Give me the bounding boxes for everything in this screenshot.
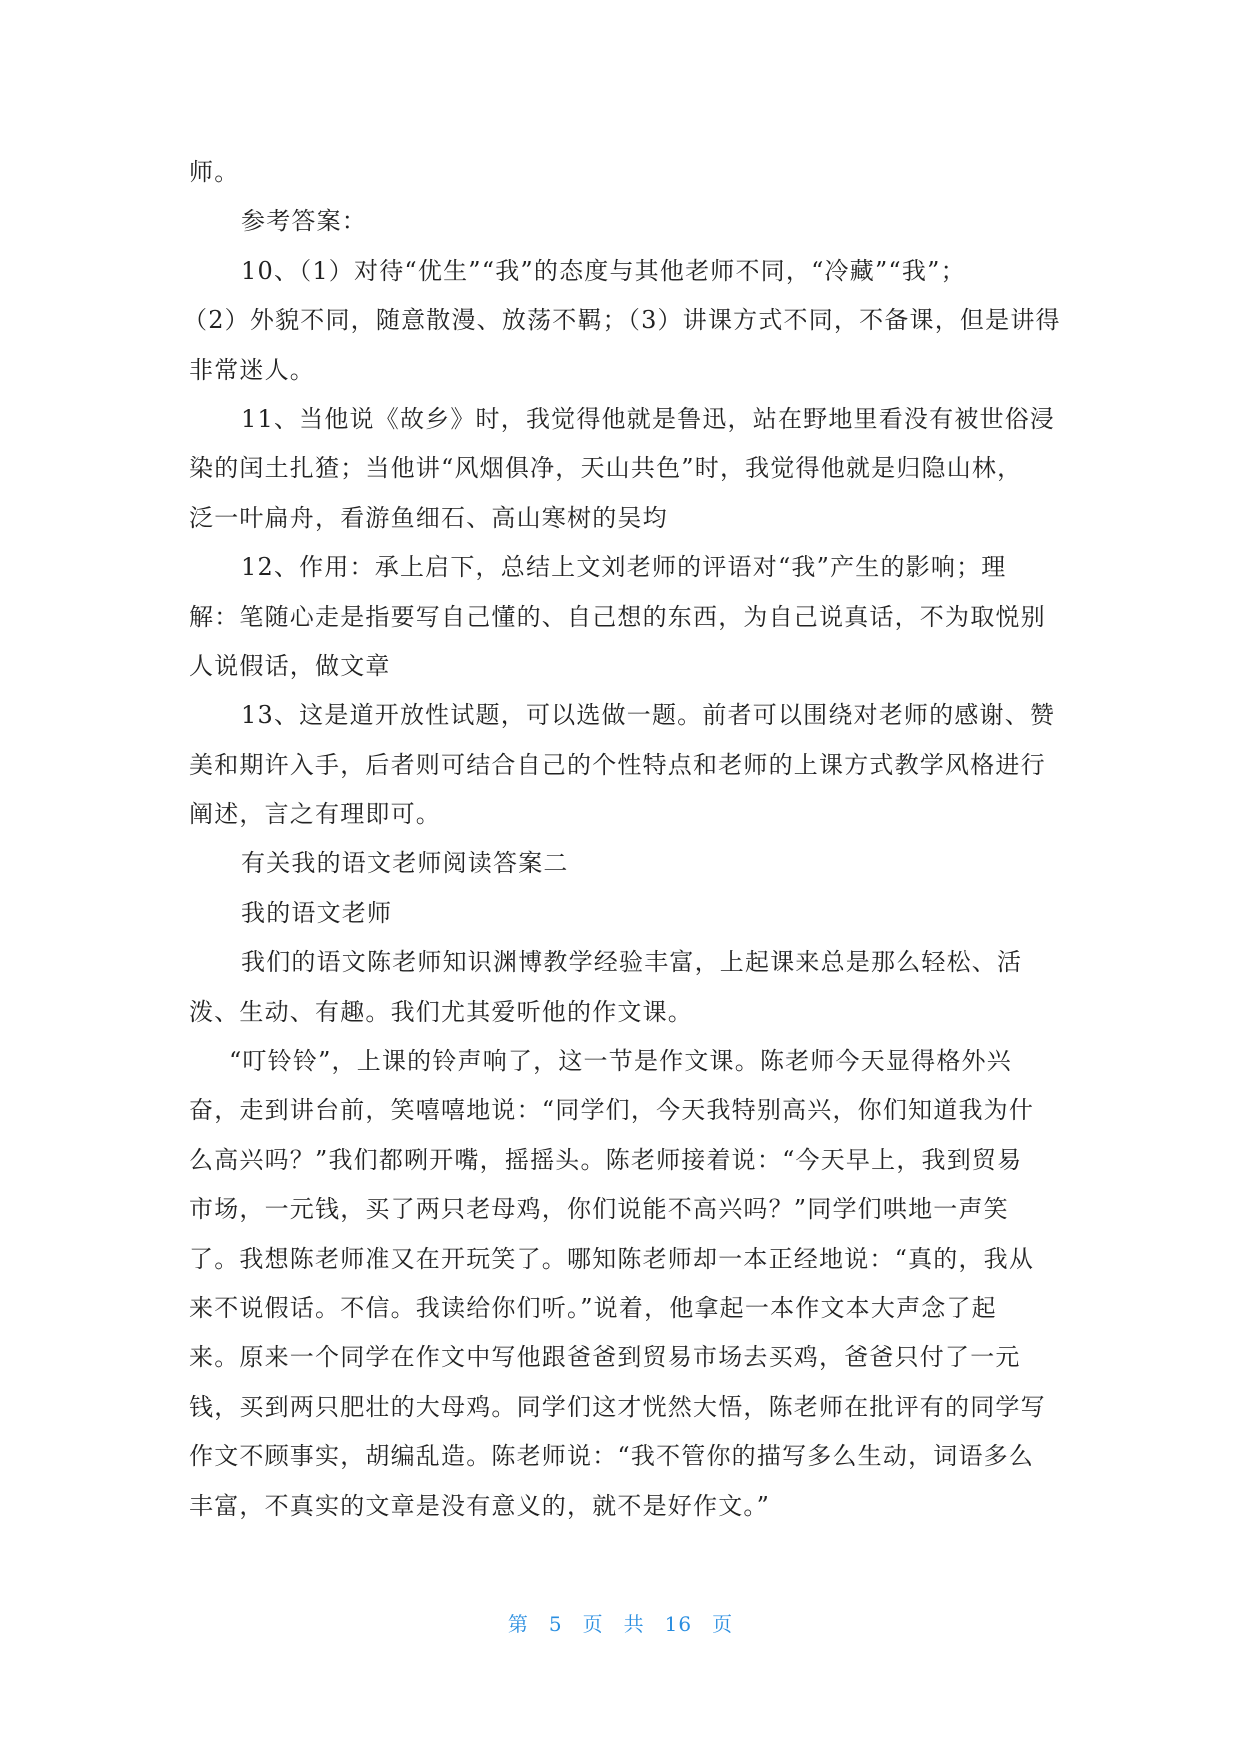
body-text (183, 148, 1061, 1531)
text-line: 了。我想陈老师准又在开玩笑了。哪知陈老师却一本正经地说：“真的，我从 (189, 1244, 1035, 1273)
text-line: 市场，一元钱，买了两只老母鸡，你们说能不高兴吗？”同学们哄地一声笑 (189, 1195, 1009, 1224)
page-number: 5 (548, 1612, 563, 1636)
paragraph-start: “叮铃铃”，上课的铃声响了，这一节是作文课。陈老师今天显得格外兴 (229, 1047, 1012, 1076)
page-footer (0, 1608, 1241, 1637)
answer-13: 13、这是道开放性试题，可以选做一题。前者可以围绕对老师的感谢、赞 (241, 701, 1056, 730)
footer-di: 第 (507, 1612, 529, 1636)
text-line: 美和期许入手，后者则可结合自己的个性特点和老师的上课方式教学风格进行 (189, 750, 1046, 779)
text-line: 师。 (189, 158, 240, 186)
text-line: 泛一叶扁舟，看游鱼细石、高山寒树的吴均 (189, 503, 668, 532)
footer-gong: 共 (623, 1612, 645, 1636)
text-line: 人说假话，做文章 (189, 651, 391, 680)
text-line: 钱，买到两只肥壮的大母鸡。同学们这才恍然大悟，陈老师在批评有的同学写 (189, 1392, 1046, 1421)
article-title: 我的语文老师 (241, 898, 393, 927)
text-line: 泼、生动、有趣。我们尤其爱听他的作文课。 (189, 997, 693, 1026)
text-line: 解：笔随心走是指要写自己懂的、自己想的东西，为自己说真话，不为取悦别 (189, 602, 1046, 631)
text-line: 作文不顾事实，胡编乱造。陈老师说：“我不管你的描写多么生动，词语多么 (189, 1442, 1035, 1471)
text-line: （2）外貌不同，随意散漫、放荡不羁；（3）讲课方式不同，不备课，但是讲得 (183, 306, 1061, 335)
text-line: 染的闰土扎猹；当他讲“风烟俱净，天山共色”时，我觉得他就是归隐山林， (189, 454, 1023, 483)
footer-ye: 页 (582, 1612, 604, 1636)
text-line: 么高兴吗？”我们都咧开嘴，摇摇头。陈老师接着说：“今天早上，我到贸易 (189, 1145, 1023, 1174)
paragraph-start: 我们的语文陈老师知识渊博教学经验丰富，上起课来总是那么轻松、活 (241, 948, 1023, 977)
answer-12: 12、作用：承上启下，总结上文刘老师的评语对“我”产生的影响；理 (241, 553, 1007, 582)
total-pages: 16 (664, 1612, 693, 1636)
text-line: 丰富，不真实的文章是没有意义的，就不是好作文。” (189, 1491, 771, 1520)
text-line: 来。原来一个同学在作文中写他跟爸爸到贸易市场去买鸡，爸爸只付了一元 (189, 1343, 1021, 1372)
answer-10: 10、（1）对待“优生”“我”的态度与其他老师不同，“冷藏”“我”； (241, 256, 966, 285)
text-line: 非常迷人。 (189, 355, 315, 384)
text-line: 阐述，言之有理即可。 (189, 800, 441, 829)
answers-heading: 参考答案： (241, 207, 367, 236)
answer-11: 11、当他说《故乡》时，我觉得他就是鲁迅，站在野地里看没有被世俗浸 (241, 404, 1056, 433)
text-line: 来不说假话。不信。我读给你们听。”说着，他拿起一本作文本大声念了起 (189, 1293, 997, 1322)
text-line: 奋，走到讲台前，笑嘻嘻地说：“同学们，今天我特别高兴，你们知道我为什 (189, 1096, 1035, 1125)
footer-ye2: 页 (712, 1612, 734, 1636)
section-heading: 有关我的语文老师阅读答案二 (241, 849, 569, 878)
